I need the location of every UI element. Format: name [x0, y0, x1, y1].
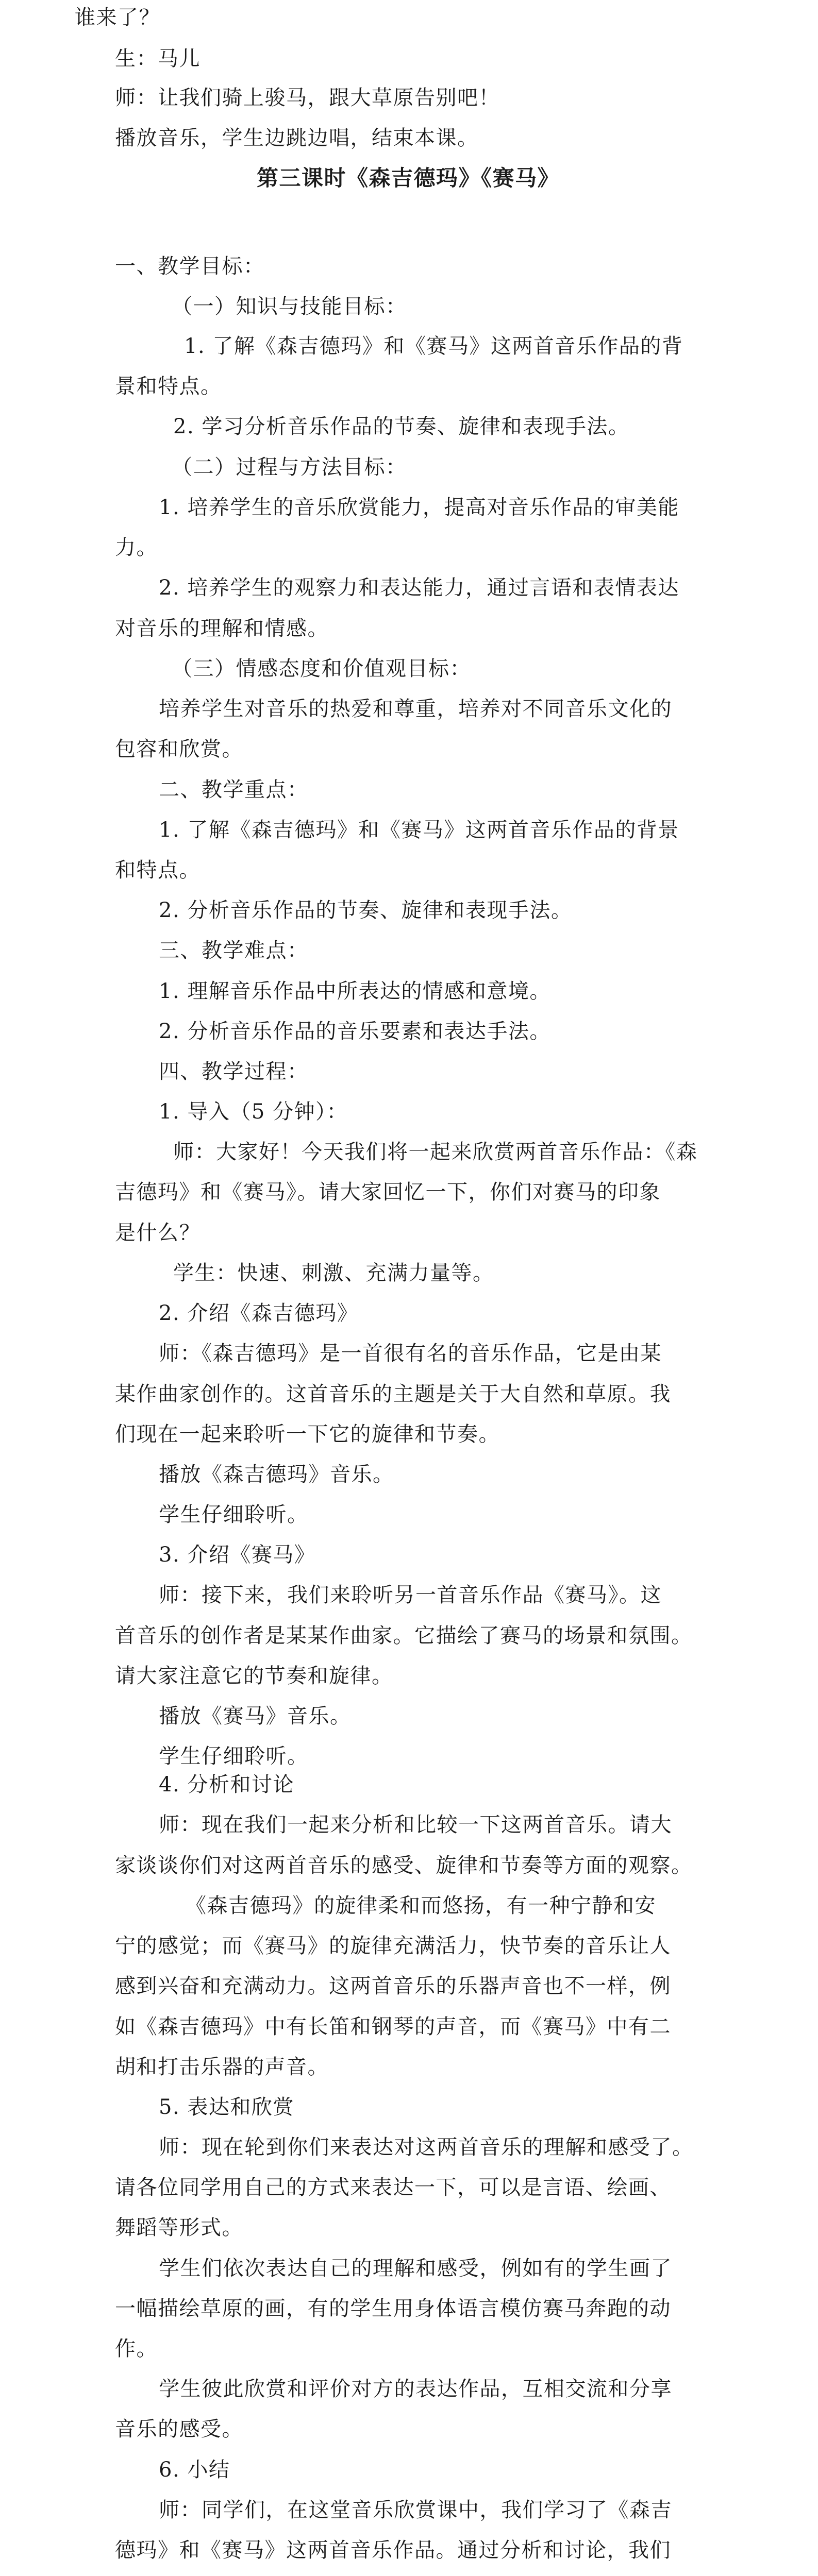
- text-line: 播放《森吉德玛》音乐。: [159, 1463, 394, 1486]
- text-line: 如《森吉德玛》中有长笛和钢琴的声音，而《赛马》中有二: [115, 2015, 671, 2039]
- text-line: 请各位同学用自己的方式来表达一下，可以是言语、绘画、: [115, 2176, 671, 2199]
- text-line: 某作曲家创作的。这首音乐的主题是关于大自然和草原。我: [115, 1382, 671, 1406]
- text-line: 们现在一起来聆听一下它的旋律和节奏。: [115, 1422, 500, 1446]
- text-line: 德玛》和《赛马》这两首音乐作品。通过分析和讨论，我们: [115, 2538, 671, 2562]
- text-line: 和特点。: [115, 858, 201, 882]
- text-line: 谁来了？: [75, 6, 160, 29]
- text-line: 播放音乐，学生边跳边唱，结束本课。: [115, 126, 479, 150]
- text-line: 师：《森吉德玛》是一首很有名的音乐作品，它是由某: [159, 1342, 662, 1365]
- text-line: 1. 理解音乐作品中所表达的情感和意境。: [159, 979, 551, 1003]
- text-line: 作。: [115, 2337, 158, 2361]
- text-line: 包容和欣赏。: [115, 737, 243, 761]
- text-line: 1. 导入（5 分钟）：: [159, 1100, 348, 1124]
- section-heading: 四、教学过程：: [159, 1060, 309, 1083]
- text-line: 1. 了解《森吉德玛》和《赛马》这两首音乐作品的背: [184, 334, 683, 358]
- section-heading: 二、教学重点：: [159, 778, 309, 802]
- text-line: 1. 了解《森吉德玛》和《赛马》这两首音乐作品的背景: [159, 818, 679, 842]
- text-line: 学生仔细聆听。: [159, 1744, 309, 1768]
- text-line: 景和特点。: [115, 375, 222, 398]
- text-line: 师：接下来，我们来聆听另一首音乐作品《赛马》。这: [159, 1583, 662, 1607]
- text-line: 播放《赛马》音乐。: [159, 1704, 352, 1728]
- text-line: 宁的感觉；而《赛马》的旋律充满活力，快节奏的音乐让人: [115, 1934, 671, 1958]
- text-line: 学生仔细聆听。: [159, 1503, 309, 1527]
- text-line: 舞蹈等形式。: [115, 2216, 243, 2240]
- text-line: 5. 表达和欣赏: [159, 2095, 294, 2119]
- text-line: 师：现在轮到你们来表达对这两首音乐的理解和感受了。: [159, 2136, 694, 2159]
- text-line: 师：大家好！今天我们将一起来欣赏两首音乐作品：《森: [173, 1140, 698, 1164]
- text-line: 培养学生对音乐的热爱和尊重，培养对不同音乐文化的: [159, 697, 672, 721]
- text-line: 2. 学习分析音乐作品的节奏、旋律和表现手法。: [173, 415, 630, 438]
- text-line: 音乐的感受。: [115, 2417, 243, 2441]
- text-line: 2. 分析音乐作品的音乐要素和表达手法。: [159, 1020, 551, 1043]
- text-line: 生：马儿: [115, 47, 201, 71]
- text-line: 请大家注意它的节奏和旋律。: [115, 1664, 393, 1688]
- text-line: 2. 介绍《森吉德玛》: [159, 1301, 359, 1325]
- text-line: 学生彼此欣赏和评价对方的表达作品，互相交流和分享: [159, 2377, 672, 2401]
- subsection-heading: （一）知识与技能目标：: [172, 295, 407, 318]
- text-line: 师：让我们骑上骏马，跟大草原告别吧！: [115, 86, 500, 110]
- subsection-heading: （二）过程与方法目标：: [172, 455, 407, 479]
- text-line: 吉德玛》和《赛马》。请大家回忆一下，你们对赛马的印象: [115, 1180, 661, 1204]
- text-line: 1. 培养学生的音乐欣赏能力，提高对音乐作品的审美能: [159, 496, 679, 519]
- text-line: 力。: [115, 536, 158, 560]
- text-line: 一幅描绘草原的画，有的学生用身体语言模仿赛马奔跑的动: [115, 2297, 671, 2320]
- text-line: 胡和打击乐器的声音。: [115, 2055, 329, 2079]
- text-line: 4. 分析和讨论: [159, 1773, 294, 1797]
- text-line: 感到兴奋和充满动力。这两首音乐的乐器声音也不一样，例: [115, 1974, 671, 1998]
- text-line: 《森吉德玛》的旋律柔和而悠扬，有一种宁静和安: [186, 1894, 656, 1918]
- text-line: 学生们依次表达自己的理解和感受，例如有的学生画了: [159, 2257, 672, 2280]
- text-line: 师：现在我们一起来分析和比较一下这两首音乐。请大: [159, 1813, 672, 1837]
- text-line: 2. 分析音乐作品的节奏、旋律和表现手法。: [159, 899, 573, 922]
- text-line: 家谈谈你们对这两首音乐的感受、旋律和节奏等方面的观察。: [115, 1854, 693, 1877]
- text-line: 3. 介绍《赛马》: [159, 1543, 316, 1567]
- subsection-heading: （三）情感态度和价值观目标：: [172, 657, 471, 681]
- text-line: 学生：快速、刺激、充满力量等。: [173, 1261, 494, 1285]
- text-line: 师：同学们，在这堂音乐欣赏课中，我们学习了《森吉: [159, 2498, 672, 2522]
- text-line: 对音乐的理解和情感。: [115, 617, 329, 640]
- text-line: 6. 小结: [159, 2458, 230, 2482]
- text-line: 是什么？: [115, 1221, 201, 1245]
- text-line: 首音乐的创作者是某某作曲家。它描绘了赛马的场景和氛围。: [115, 1624, 693, 1648]
- section-heading: 三、教学难点：: [159, 939, 309, 962]
- lesson-title: 第三课时《森吉德玛》《赛马》: [257, 165, 560, 191]
- text-line: 2. 培养学生的观察力和表达能力，通过言语和表情表达: [159, 576, 679, 600]
- section-heading: 一、教学目标：: [115, 255, 265, 278]
